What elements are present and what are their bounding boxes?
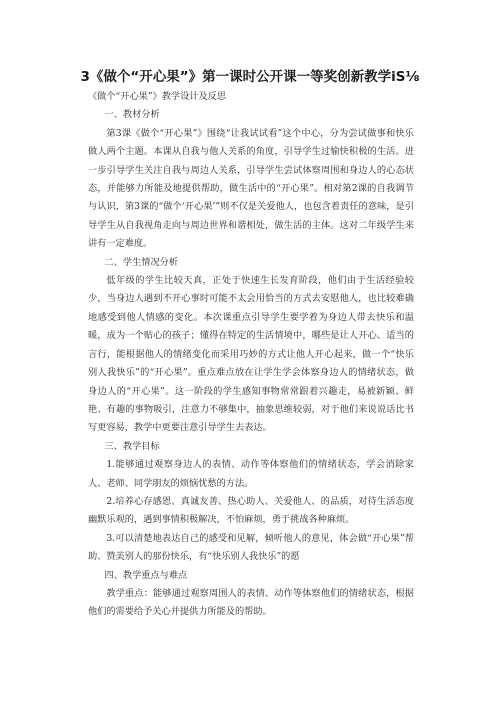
- section-heading-key-points: 四、教学重点与难点: [104, 569, 188, 581]
- section-heading-textbook-analysis: 一、教材分析: [104, 109, 160, 121]
- document-body: [88, 88, 414, 622]
- section-heading-teaching-goals: 三、教学目标: [104, 440, 160, 452]
- teaching-goal-item: 2.培养心存感恩、真诚友善、热心助人、关爱他人、的品质，对待生活态度幽默乐观的，遇到事情积极解决，不怕麻烦，勇于挑战各种麻烦。: [88, 495, 414, 526]
- document-title: 3《做个“开心果”》第一课时公开课一等奖创新教学iS⅛: [80, 69, 420, 85]
- section-text-student-analysis: 低年级的学生比较天真，正处于快速生长发育阶段，他们由于生活经验较少，当身边人遇到不开心事时可能不太会用恰当的方式去安慰他人，也比较难确地感受到他人情感的变化。本次课重点引导学生要学着为身边人带去快乐和温暖，成为一个贴心的孩子；懂得在特定的生活情境中，哪些是让人开心、适当的言行，能根据他人的情绪变化而采用巧妙的方式让他人开心起来，做一个“快乐别人我快乐”的“开心果”。重点难点放在让学生学会体察身边人的情绪状态，做身边人的“开心果”。这一阶段的学生感知事物常常跟着兴趣走，易被新颖、鲜艳、有趣的事物吸引，注意力不够集中，抽象思维较弱，对于他们来说说话比书写更容易，教学中更要注意引导学生去表达。: [88, 275, 414, 434]
- teaching-goal-item: 3.可以清楚地表达自己的感受和见解，倾听他人的意见，体会做“开心果”帮助、赞美别人的那份快乐，有“快乐别人我快乐”的愿: [88, 532, 414, 563]
- document-subtitle: 《做个“开心果”》教学设计及反思: [88, 91, 227, 102]
- section-text-key-points: 教学重点：能够通过观察周围人的表情、动作等体察他们的情绪状态，根据他们的需要给予关心并提供力所能及的帮助。: [88, 587, 414, 618]
- section-heading-student-analysis: 二、学生情况分析: [104, 256, 179, 268]
- teaching-goal-item: 1.能够通过观察身边人的表情、动作等体察他们的情绪状态，学会消除家人、老师、同学朋友的烦恼忧愁的方法。: [88, 459, 414, 489]
- section-text-textbook-analysis: 第3课《做个“开心果”》围绕“让我试试看”这个中心，分为尝试做事和快乐做人两个主题。本课从自我与他人关系的角度，引导学生过愉快积极的生活。进一步引导学生关注自我与周边人关系，引导学生尝试体察周围和身边人的心态状态，并能够力所能及地提供帮助，做生活中的“开心果”。相对第2课的自我调节与认识，第3课的“做个‘开心果’”则不仅是关爱他人，也包含着责任的意味，是引导学生从自我视角走向与周边世界和谐相处，做生活的主体。这对二年级学生来讲有一定难度。: [88, 127, 414, 250]
